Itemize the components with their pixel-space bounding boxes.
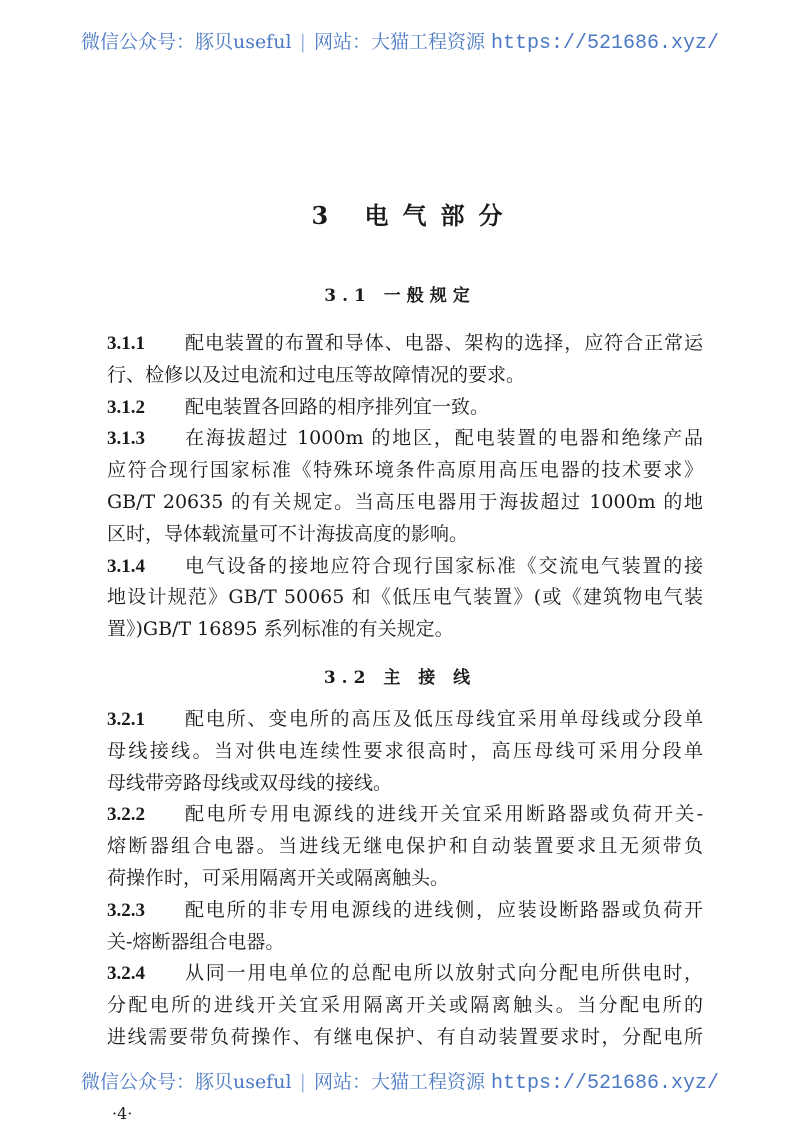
clause-number: 3.2.1: [107, 709, 145, 730]
clause-3-2-4: [107, 958, 703, 1053]
watermark-url: https://521686.xyz/: [491, 32, 720, 55]
clause-line: 进线需要带负荷操作、有继电保护、有自动装置要求时，分配电所: [107, 1025, 703, 1048]
watermark-separator: |: [299, 31, 306, 53]
watermark-bottom: [0, 1070, 800, 1096]
watermark-site: 网站：大猫工程资源: [313, 31, 485, 53]
clause-line: [107, 958, 703, 990]
clause-number: 3.2.4: [107, 963, 145, 985]
clause-line: 置》)GB/T 16895 系列标准的有关规定。: [107, 618, 454, 641]
clause-line: [107, 423, 703, 455]
watermark-top: [0, 30, 800, 56]
clause-line: 行、检修以及过电流和过电压等故障情况的要求。: [107, 363, 526, 386]
watermark-wechat: 微信公众号：豚贝useful: [80, 31, 292, 53]
clause-line: 地设计规范》GB/T 50065 和《低压电气装置》(或《建筑物电气装: [107, 586, 703, 609]
clause-3-2-2: [107, 799, 703, 894]
clause-line: 母线带旁路母线或双母线的接线。: [107, 771, 393, 794]
watermark-url: https://521686.xyz/: [491, 1072, 720, 1095]
section-title: 3.2 主 接 线: [323, 668, 477, 688]
clause-number: 3.1.3: [107, 428, 145, 450]
clause-text: 配电所、变电所的高压及低压母线宜采用单母线或分段单: [185, 708, 703, 730]
clause-line: [107, 328, 703, 360]
clause-line: [107, 551, 703, 583]
clause-number: 3.1.1: [107, 333, 145, 354]
clause-line: [107, 392, 703, 424]
clause-text: 电气设备的接地应符合现行国家标准《交流电气装置的接: [185, 554, 703, 577]
watermark-site: 网站：大猫工程资源: [313, 1071, 485, 1093]
section-title: 3.1 一般规定: [324, 286, 476, 306]
clause-number: 3.1.4: [107, 555, 145, 577]
clause-3-1-3: [107, 423, 703, 550]
watermark-wechat: 微信公众号：豚贝useful: [80, 1071, 292, 1093]
clause-line: 荷操作时，可采用隔离开关或隔离触头。: [107, 866, 450, 889]
clause-text: 配电装置各回路的相序排列宜一致。: [185, 395, 490, 418]
clause-line: [107, 799, 703, 831]
clause-text: 在海拔超过 1000m 的地区，配电装置的电器和绝缘产品: [185, 427, 703, 450]
clause-text: 配电所的非专用电源线的进线侧，应装设断路器或负荷开: [185, 898, 703, 921]
clause-line: 应符合现行国家标准《特殊环境条件高原用高压电器的技术要求》: [107, 459, 703, 482]
clause-3-2-3: [107, 895, 703, 959]
chapter-title: 3 电气部分: [311, 201, 517, 230]
clause-3-1-2: [107, 392, 703, 424]
section-body: [107, 704, 703, 1054]
clause-number: 3.2.2: [107, 804, 145, 826]
clause-3-1-4: [107, 551, 703, 646]
clause-text: 从同一用电单位的总配电所以放射式向分配电所供电时，: [185, 962, 703, 985]
clause-3-2-1: [107, 704, 703, 799]
clause-number: 3.1.2: [107, 396, 145, 418]
page-number: ·4·: [112, 1104, 133, 1123]
clause-line: GB/T 20635 的有关规定。当高压电器用于海拔超过 1000m 的地: [107, 490, 703, 513]
clause-3-1-1: [107, 328, 703, 392]
watermark-separator: |: [299, 1071, 306, 1093]
clause-line: 关-熔断器组合电器。: [107, 930, 285, 953]
clause-line: [107, 895, 703, 927]
clause-line: [107, 704, 703, 736]
clause-text: 配电装置的布置和导体、电器、架构的选择，应符合正常运: [185, 332, 703, 354]
clause-line: 区时，导体载流量可不计海拔高度的影响。: [107, 522, 469, 545]
clause-line: 分配电所的进线开关宜采用隔离开关或隔离触头。当分配电所的: [107, 994, 703, 1017]
clause-line: 熔断器组合电器。当进线无继电保护和自动装置要求且无须带负: [107, 835, 703, 858]
clause-text: 配电所专用电源线的进线开关宜采用断路器或负荷开关-: [185, 803, 703, 826]
clause-number: 3.2.3: [107, 899, 145, 921]
clause-line: 母线接线。当对供电连续性要求很高时，高压母线可采用分段单: [107, 739, 703, 762]
section-body: [107, 328, 703, 646]
